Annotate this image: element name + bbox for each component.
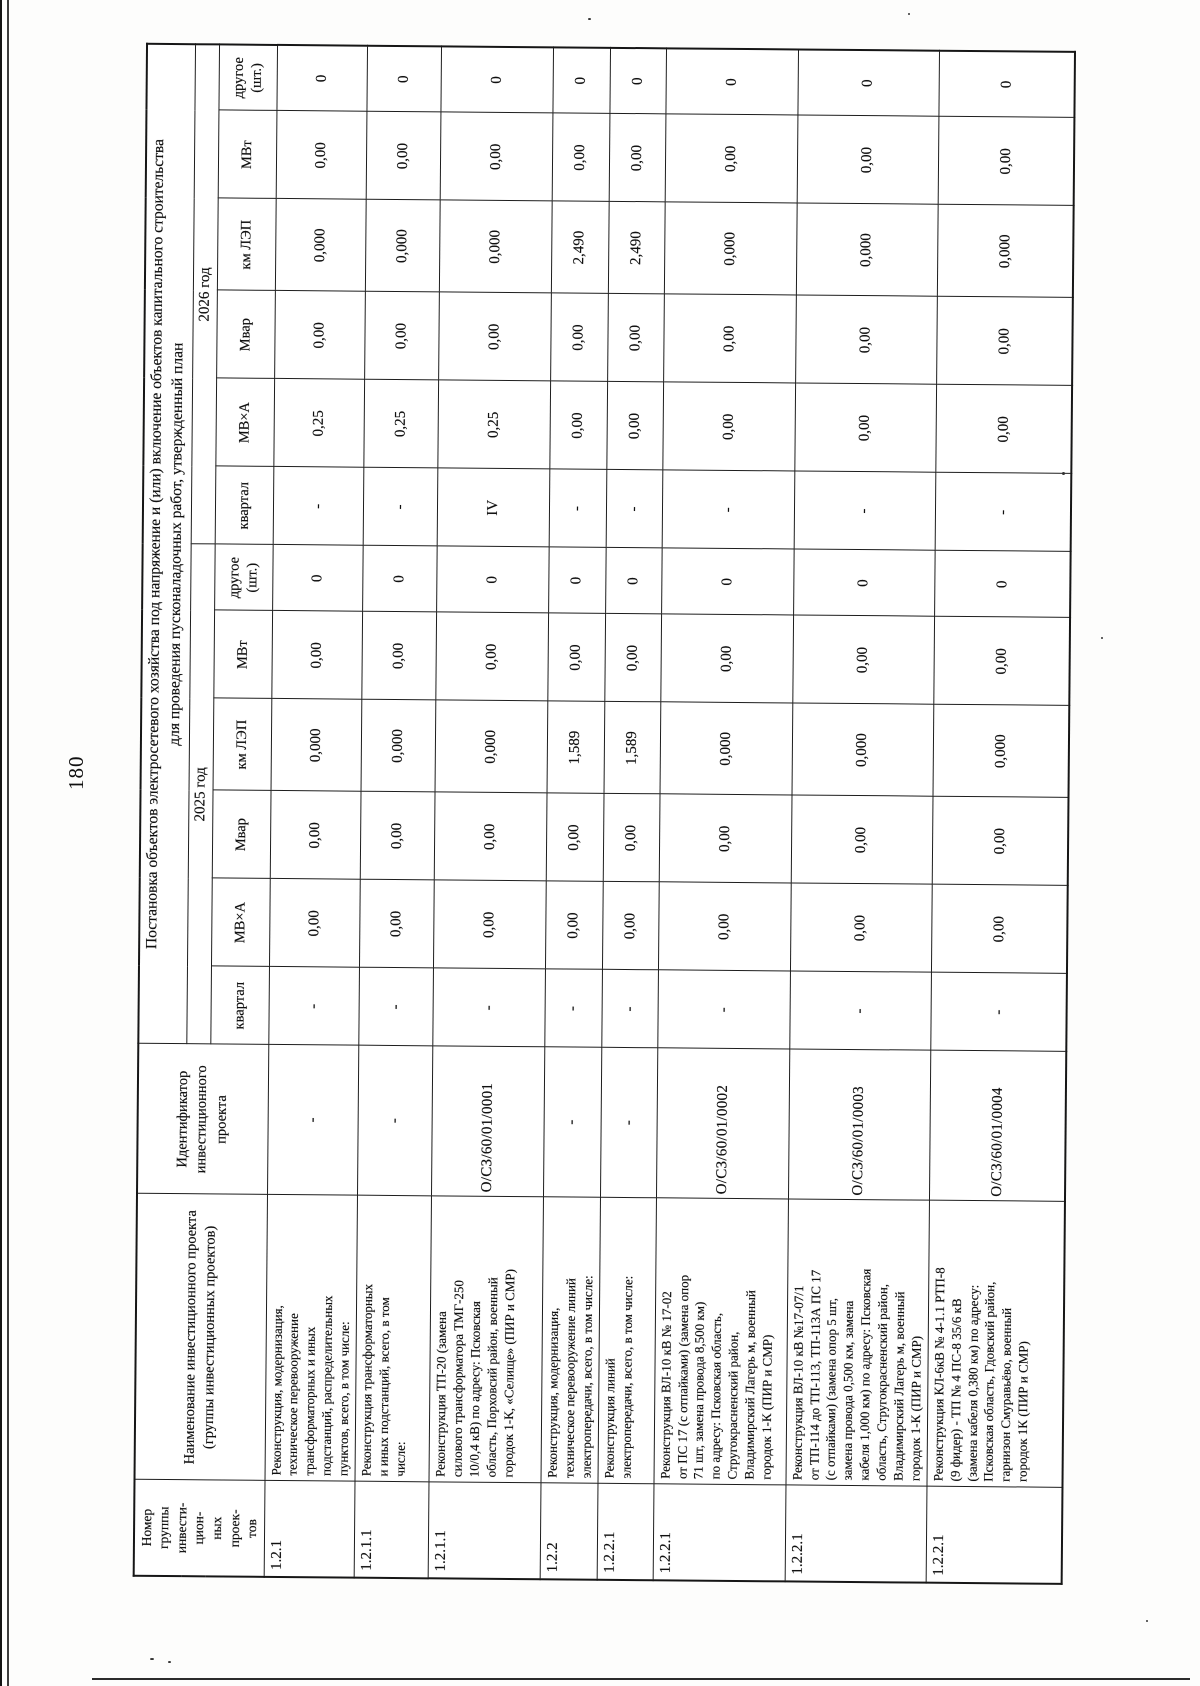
header-project-name: Наименование инвестиционного проекта (группы инвестиционных проектов) <box>135 1194 267 1481</box>
cell-2025-mvar: 0,00 <box>546 793 603 881</box>
cell-2026-quarter: - <box>606 470 663 548</box>
scan-speck <box>168 1661 171 1663</box>
cell-2026-mw: 0,00 <box>665 114 798 203</box>
cell-2026-mw: 0,00 <box>366 112 441 201</box>
cell-2025-mvar: 0,00 <box>270 791 361 880</box>
header-mw-2025: МВт <box>213 610 272 699</box>
cell-2026-other: 0 <box>553 47 610 114</box>
header-other-2026: другое (шт.) <box>218 44 277 111</box>
cell-2025-km: 1,589 <box>547 701 604 793</box>
cell-2026-mva: 0,25 <box>273 379 364 468</box>
row-project-name: Реконструкция, модернизация, техническое перевооружение линий электропередачи, всего, в том числе: <box>541 1197 600 1483</box>
cell-2026-quarter: - <box>794 471 936 550</box>
cell-2026-mvar: 0,00 <box>607 294 664 382</box>
cell-2025-mva: 0,00 <box>790 883 932 972</box>
cell-2025-mvar: 0,00 <box>659 794 792 883</box>
cell-2026-mva: 0,00 <box>606 382 663 470</box>
cell-2026-mvar: 0,00 <box>551 293 608 381</box>
cell-2026-mw: 0,00 <box>552 113 609 201</box>
cell-2025-other: 0 <box>272 545 363 612</box>
row-project-name: Реконструкция ВЛ-10 кВ №17-07/1 от ТП-114 до ТП-113, ТП-113А ПС 17 (с отпайками) (замена опор 5 шт, замена провода 0,500 км, замена кабеля 1,000 км) по адресу: Псковская область, Стругокрасненский район, Владимирский Лагерь м, военный городок 1-К (ПИР и СМР) <box>786 1199 930 1486</box>
cell-2026-quarter: - <box>273 467 364 546</box>
cell-2026-mw: 0,00 <box>440 112 553 201</box>
cell-2025-km: 0,000 <box>271 699 362 792</box>
scan-speck <box>150 1658 154 1660</box>
cell-2025-mw: 0,00 <box>934 617 1071 706</box>
cell-2025-other: 0 <box>549 547 606 613</box>
cell-2025-mvar: 0,00 <box>360 792 435 881</box>
cell-2026-mvar: 0,00 <box>795 295 937 384</box>
cell-2026-mva: 0,00 <box>936 385 1073 474</box>
row-project-name: Реконструкция линий электропередачи, всего, в том числе: <box>598 1198 656 1484</box>
header-mvar-2025: Мвар <box>212 790 271 879</box>
cell-2025-mw: 0,00 <box>604 614 661 702</box>
scan-speck <box>908 13 910 15</box>
cell-2026-km: 2,490 <box>608 202 665 294</box>
cell-2026-mva: 0,00 <box>550 381 607 469</box>
row-project-id: О/СЗ/60/01/0001 <box>431 1046 544 1197</box>
cell-2025-quarter: - <box>931 973 1068 1052</box>
cell-2025-quarter: - <box>359 968 434 1047</box>
cell-2025-other: 0 <box>437 546 550 613</box>
table-row <box>264 45 368 1578</box>
row-project-name: Реконструкция ВЛ-10 кВ № 17-02 от ПС 17 (с отпайками) (замена опор 71 шт, замена провода 8,500 км) по адресу: Псковская область, Стругокрасненский район, Владимирский Лагерь м, военный городок 1-К (ПИР и СМР) <box>654 1198 788 1485</box>
cell-2025-quarter: - <box>433 968 546 1047</box>
cell-2025-quarter: - <box>268 967 359 1046</box>
cell-2025-mw: 0,00 <box>436 612 549 701</box>
cell-2025-mva: 0,00 <box>545 881 602 969</box>
table-row <box>354 46 441 1579</box>
cell-2026-km: 0,000 <box>439 200 552 293</box>
header-mva-2026: МВ×А <box>215 378 274 467</box>
row-project-id: О/СЗ/60/01/0004 <box>929 1051 1066 1202</box>
cell-2025-mvar: 0,00 <box>791 795 933 884</box>
row-project-id: - <box>543 1047 601 1197</box>
cell-2026-km: 0,000 <box>937 205 1074 298</box>
header-km-2025: км ЛЭП <box>213 698 272 791</box>
cell-2026-quarter: - <box>549 469 606 547</box>
scan-edge-line-left-inner <box>7 0 9 1686</box>
row-project-id: - <box>600 1048 657 1198</box>
cell-2025-mw: 0,00 <box>362 612 437 701</box>
cell-2026-km: 0,000 <box>664 202 797 295</box>
row-number: 1.2.2.1 <box>926 1487 1063 1584</box>
cell-2026-mva: 0,00 <box>662 382 795 471</box>
cell-2025-km: 0,000 <box>933 705 1070 798</box>
cell-2025-quarter: - <box>545 969 602 1047</box>
cell-2026-quarter: - <box>363 468 438 547</box>
cell-2025-mva: 0,00 <box>602 882 659 970</box>
row-number: 1.2.2 <box>540 1483 598 1579</box>
cell-2025-km: 0,000 <box>792 703 934 796</box>
scan-speck <box>1062 472 1065 475</box>
cell-2026-quarter: IV <box>437 468 550 547</box>
row-project-name: Реконструкция ТП-20 (замена силового трансформатора ТМГ-250 10/0,4 кВ) по адресу: Псковская область, Порховсий район, военный городок 1-К, «Селище» (ПИР и СМР) <box>429 1196 543 1483</box>
cell-2025-mw: 0,00 <box>792 615 934 704</box>
cell-2025-quarter: - <box>657 970 790 1049</box>
cell-2025-mvar: 0,00 <box>932 797 1069 886</box>
scan-edge-line-bottom <box>92 1678 1190 1680</box>
row-project-name: Реконструкция КЛ-6кВ № 4-1.1 РТП-8 (9 фидер) - ТП № 4 ПС-8 35/6 кВ (замена кабеля 0,380 км) по адресу: Псковская область, Гдовский район, гарнизон Смуравьёво, военный городок 1К (ПИР и СМР) <box>927 1201 1065 1488</box>
cell-2026-quarter: - <box>662 470 795 549</box>
cell-2025-mva: 0,00 <box>658 882 791 971</box>
cell-2025-quarter: - <box>789 971 931 1050</box>
row-number: 1.2.2.1 <box>785 1485 927 1582</box>
cell-2026-mw: 0,00 <box>938 117 1075 206</box>
table-row <box>653 48 798 1581</box>
row-number: 1.2.2.1 <box>653 1484 786 1581</box>
table-row <box>926 51 1075 1584</box>
scan-speck <box>588 18 591 20</box>
row-number: 1.2.1.1 <box>428 1482 541 1579</box>
row-number: 1.2.1 <box>264 1481 355 1578</box>
cell-2025-km: 1,589 <box>604 702 661 794</box>
cell-2025-quarter: - <box>601 970 658 1048</box>
row-project-name: Реконструкция трансформаторных и иных подстанций, всего, в том числе: <box>355 1196 431 1483</box>
cell-2025-km: 0,000 <box>361 700 436 793</box>
cell-2026-km: 0,000 <box>275 199 366 292</box>
cell-2026-other: 0 <box>441 46 554 113</box>
scan-speck <box>1146 1620 1148 1622</box>
table-row <box>785 49 939 1582</box>
cell-2025-mw: 0,00 <box>660 614 793 703</box>
cell-2026-km: 0,000 <box>365 200 440 293</box>
cell-2026-other: 0 <box>610 48 667 115</box>
header-project-number: Номер группы инвести- цион- ных проек- тов <box>134 1480 265 1577</box>
cell-2025-km: 0,000 <box>435 700 548 793</box>
page-number: 180 <box>64 755 88 790</box>
cell-2026-mva: 0,25 <box>438 380 551 469</box>
cell-2026-mw: 0,00 <box>797 115 939 204</box>
cell-2025-mva: 0,00 <box>359 880 434 969</box>
cell-2025-mvar: 0,00 <box>603 794 660 882</box>
cell-2025-mva: 0,00 <box>433 880 546 969</box>
cell-2025-other: 0 <box>661 548 794 615</box>
cell-2026-mvar: 0,00 <box>439 292 552 381</box>
row-project-id: О/СЗ/60/01/0002 <box>656 1048 789 1199</box>
cell-2025-mva: 0,00 <box>269 879 360 968</box>
row-project-id: О/СЗ/60/01/0003 <box>788 1049 930 1200</box>
cell-2026-other: 0 <box>939 51 1076 118</box>
cell-2026-km: 2,490 <box>551 201 608 293</box>
header-quarter-2026: квартал <box>215 466 274 545</box>
cell-2026-mvar: 0,00 <box>274 291 365 380</box>
cell-2025-km: 0,000 <box>660 702 793 795</box>
cell-2026-mva: 0,25 <box>364 380 439 469</box>
row-project-id: - <box>357 1046 432 1197</box>
investment-projects-table <box>133 43 1077 1585</box>
row-number: 1.2.1.1 <box>354 1482 429 1579</box>
cell-2026-mvar: 0,00 <box>936 297 1073 386</box>
cell-2026-mva: 0,00 <box>794 383 936 472</box>
cell-2025-other: 0 <box>934 551 1071 618</box>
header-mw-2026: МВт <box>218 110 277 199</box>
row-project-name: Реконструкция, модернизация, техническое перевооружение трансформаторных и иных подстанций, распределительных пунктов, всего, в том числе: <box>265 1195 358 1482</box>
scan-speck <box>1101 637 1103 639</box>
header-km-2026: км ЛЭП <box>217 198 276 291</box>
row-project-id: - <box>267 1045 359 1196</box>
header-year-2026: 2026 год <box>191 44 219 544</box>
scan-edge-line-left-outer <box>0 0 2 1686</box>
cell-2025-other: 0 <box>793 549 935 616</box>
cell-2026-other: 0 <box>367 46 442 113</box>
table-row <box>428 46 553 1579</box>
cell-2026-mvar: 0,00 <box>365 292 440 381</box>
cell-2025-other: 0 <box>605 548 662 614</box>
cell-2026-other: 0 <box>798 49 940 116</box>
header-quarter-2025: квартал <box>210 966 269 1045</box>
cell-2026-quarter: - <box>935 473 1072 552</box>
cell-2026-mw: 0,00 <box>276 111 367 200</box>
header-other-2025: другое (шт.) <box>214 544 273 611</box>
cell-2026-other: 0 <box>666 48 799 115</box>
cell-2025-mvar: 0,00 <box>434 792 547 881</box>
header-main-title: Постановка объектов электросетевого хозяйства под напряжение и (или) включение объектов капитального строительства для проведения пусконаладочных работ, утвержденный план <box>138 44 195 1045</box>
cell-2025-mva: 0,00 <box>931 885 1068 974</box>
cell-2026-mw: 0,00 <box>609 114 666 202</box>
cell-2026-other: 0 <box>276 45 367 112</box>
investment-table-wrap <box>133 43 1077 1585</box>
cell-2025-mw: 0,00 <box>548 613 605 701</box>
header-year-2025: 2025 год <box>186 544 214 1044</box>
cell-2026-km: 0,000 <box>796 203 938 296</box>
header-project-id: Идентификатор инвестиционного проекта <box>137 1044 268 1195</box>
row-number: 1.2.2.1 <box>597 1484 654 1580</box>
header-mva-2025: МВ×А <box>211 878 270 967</box>
cell-2025-other: 0 <box>363 546 438 613</box>
header-mvar-2026: Мвар <box>216 290 275 379</box>
cell-2026-mvar: 0,00 <box>663 294 796 383</box>
cell-2025-mw: 0,00 <box>271 611 362 700</box>
